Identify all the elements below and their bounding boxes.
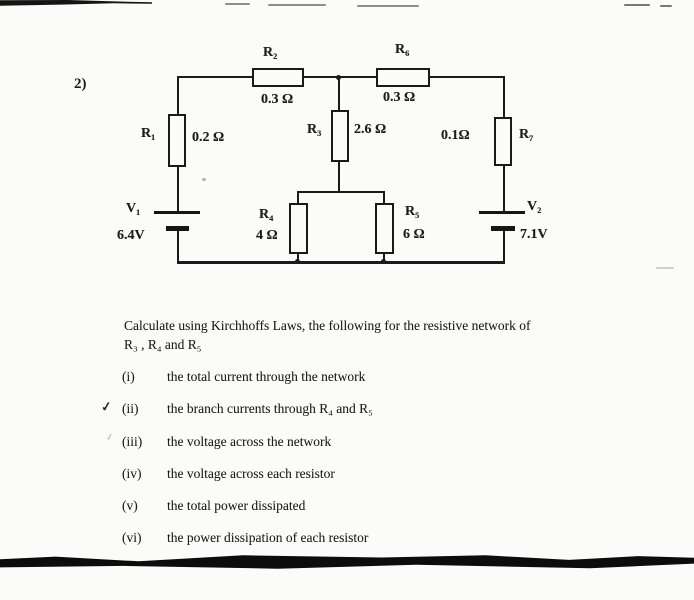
value-r3: 2.6 Ω: [354, 122, 387, 137]
value-r4: 4 Ω: [256, 228, 278, 243]
item-text: the voltage across the network: [167, 434, 332, 449]
junction-dot: [381, 259, 386, 264]
item-text: the power dissipation of each resistor: [167, 530, 369, 545]
scan-artifact-dash: [357, 5, 419, 7]
question-intro-line1: Calculate using Kirchhoffs Laws, the following for the resistive network of: [124, 318, 531, 333]
question-intro-line2: R₃ , R₄ and R₅: [124, 337, 202, 352]
item-text: the voltage across each resistor: [167, 466, 335, 481]
wire-segment: [503, 165, 505, 213]
item-numeral: (vi): [122, 530, 142, 545]
item-text: the total power dissipated: [167, 498, 306, 513]
item-text: the total current through the network: [167, 369, 366, 384]
resistor-r4-box: [289, 203, 308, 254]
wire-segment: [177, 230, 179, 263]
resistor-r2-box: [252, 68, 304, 87]
value-r7: 0.1Ω: [441, 128, 470, 143]
scan-artifact-dash: [624, 4, 650, 6]
wire-segment: [503, 76, 505, 118]
wire-segment: [503, 230, 505, 263]
value-r2: 0.3 Ω: [261, 92, 294, 107]
value-r1: 0.2 Ω: [192, 130, 225, 145]
battery-v2-long-plate: [479, 211, 525, 214]
value-r5: 6 Ω: [403, 227, 425, 242]
resistor-r7-box: [494, 117, 512, 166]
battery-v1-long-plate: [154, 211, 200, 214]
resistor-r5-box: [375, 203, 394, 254]
item-numeral: (iv): [122, 466, 142, 481]
wire-segment: [177, 76, 179, 115]
scan-artifact-dash: [660, 5, 672, 7]
scan-artifact-smudge: [202, 178, 206, 181]
wire-segment: [177, 261, 505, 264]
wire-segment: [338, 76, 340, 111]
wire-segment: [297, 191, 385, 193]
label-r3: R₃: [307, 122, 322, 137]
resistor-r1-box: [168, 114, 186, 167]
wire-segment: [338, 161, 340, 192]
label-r5: R₅: [405, 204, 420, 219]
wire-segment: [177, 166, 179, 212]
battery-v2-short-plate: [491, 226, 515, 231]
wire-segment: [429, 76, 505, 78]
label-r4: R₄: [259, 207, 274, 222]
resistor-r6-box: [376, 68, 430, 87]
item-text: the branch currents through R₄ and R₅: [167, 401, 373, 416]
problem-number: 2): [74, 76, 87, 92]
value-v2: 7.1V: [520, 227, 548, 242]
scan-artifact-top-left-streak: [0, 0, 152, 6]
value-v1: 6.4V: [117, 228, 145, 243]
item-numeral: (v): [122, 498, 138, 513]
label-r7: R₇: [519, 127, 534, 142]
junction-dot: [295, 259, 300, 264]
scan-artifact-dash: [268, 4, 326, 6]
label-v1: V₁: [126, 201, 141, 216]
item-numeral: (i): [122, 369, 135, 384]
label-r2: R₂: [263, 45, 278, 60]
label-v2: V₂: [527, 199, 542, 214]
handwritten-checkmark: ✓: [99, 398, 113, 415]
item-numeral: (ii): [122, 401, 139, 416]
wire-segment: [177, 76, 254, 78]
resistor-r3-box: [331, 110, 349, 162]
scan-artifact-page-edge: [0, 555, 694, 569]
item-numeral: (iii): [122, 434, 143, 449]
label-r1: R₁: [141, 126, 156, 141]
junction-dot: [336, 75, 341, 80]
label-r6: R₆: [395, 42, 410, 57]
scan-artifact-dash: [225, 3, 250, 5]
handwritten-checkmark-faint: ✓: [104, 431, 115, 443]
value-r6: 0.3 Ω: [383, 90, 416, 105]
battery-v1-short-plate: [166, 226, 189, 231]
scan-artifact-dash: [656, 267, 674, 269]
